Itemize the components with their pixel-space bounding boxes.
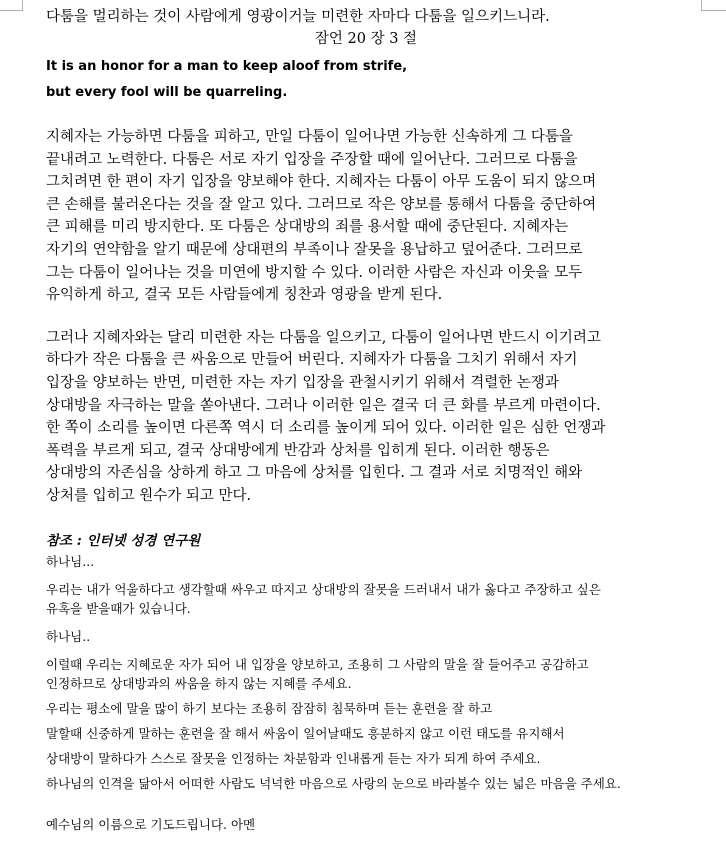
reference-note: 참조 : 인터넷 성경 연구원 bbox=[46, 532, 201, 549]
paragraph-line: 큰 손해를 불러온다는 것을 잘 알고 있다. 그러므로 작은 양보를 통해서 다툼을 중단하여 bbox=[46, 196, 597, 213]
prayer-line: 우리는 평소에 말을 많이 하기 보다는 조용히 잠잠히 침묵하며 듣는 훈련을 잘 하고 bbox=[46, 700, 493, 716]
page-corner-mark-left bbox=[0, 0, 23, 11]
prayer-line: 말할때 신중하게 말하는 훈련을 잘 해서 싸움이 일어날때도 흥분하지 않고 이런 태도를 유지해서 bbox=[46, 725, 565, 741]
document-body bbox=[46, 6, 686, 835]
verse-korean: 다툼을 멀리하는 것이 사람에게 영광이거늘 미련한 자마다 다툼을 일으키느니라. bbox=[46, 9, 550, 25]
prayer-line: 유혹을 받을때가 있습니다. bbox=[46, 600, 191, 616]
paragraph-line: 그치려면 한 편이 자기 입장을 양보해야 한다. 지혜자는 다툼이 아무 도움이 되지 않으며 bbox=[46, 174, 597, 191]
paragraph-line: 자기의 연약함을 알기 때문에 상대편의 부족이나 잘못을 용납하고 덮어준다. 그러므로 bbox=[46, 241, 583, 258]
verse-english-line: It is an honor for a man to keep aloof from strife, bbox=[46, 59, 408, 74]
page-corner-mark-right bbox=[701, 0, 726, 11]
paragraph-line: 끝내려고 노력한다. 다툼은 서로 자기 입장을 주장할 때에 일어난다. 그러므로 다툼을 bbox=[46, 151, 578, 168]
verse-reference: 잠언 20 장 3 절 bbox=[314, 31, 418, 47]
paragraph-line: 상대방을 자극하는 말을 쏟아낸다. 그러나 이러한 일은 결국 더 큰 화를 부르게 마련이다. bbox=[46, 397, 601, 414]
paragraph-line: 지혜자는 가능하면 다툼을 피하고, 만일 다툼이 일어나면 가능한 신속하게 그 다툼을 bbox=[46, 129, 573, 145]
paragraph-line: 그러나 지혜자와는 달리 미련한 자는 다툼을 일으키고, 다툼이 일어나면 반드시 이기려고 bbox=[46, 329, 601, 346]
prayer-line: 인정하므로 상대방과의 싸움을 하지 않는 지혜를 주세요. bbox=[46, 675, 352, 691]
closing-line: 예수님의 이름으로 기도드립니다. 아멘 bbox=[46, 816, 256, 832]
prayer-line: 하나님... bbox=[46, 553, 95, 569]
prayer-line: 상대방이 말하다가 스스로 잘못을 인정하는 차분함과 인내롭게 듣는 자가 되게 하여 주세요. bbox=[46, 750, 541, 766]
prayer-line: 하나님의 인격을 닮아서 어떠한 사람도 넉넉한 마음으로 사랑의 눈으로 바라볼수 있는 넓은 마음을 주세요. bbox=[46, 775, 621, 791]
paragraph-2 bbox=[46, 327, 686, 508]
paragraph-line: 상처를 입히고 원수가 되고 만다. bbox=[46, 487, 252, 504]
paragraph-line: 한 쪽이 소리를 높이면 다른쪽 역시 더 소리를 높이게 되어 있다. 이러한 일은 심한 언쟁과 bbox=[46, 420, 606, 437]
prayer-line: 이럴때 우리는 지혜로운 자가 되어 내 입장을 양보하고, 조용히 그 사람의 말을 잘 들어주고 공감하고 bbox=[46, 656, 589, 672]
prayer-line: 하나님.. bbox=[46, 628, 91, 644]
prayer-section bbox=[46, 552, 686, 793]
paragraph-line: 큰 피해를 미리 방지한다. 또 다툼은 상대방의 죄를 용서할 때에 중단된다. 지혜자는 bbox=[46, 219, 569, 236]
paragraph-line: 하다가 작은 다툼을 큰 싸움으로 만들어 버린다. 지혜자가 다툼을 그치기 위해서 자기 bbox=[46, 352, 578, 369]
paragraph-line: 입장을 양보하는 반면, 미련한 자는 자기 입장을 관철시키기 위해서 격렬한 논쟁과 bbox=[46, 374, 559, 391]
prayer-line: 우리는 내가 억울하다고 생각할때 싸우고 따지고 상대방의 잘못을 드러내서 내가 옳다고 주장하고 싶은 bbox=[46, 581, 601, 597]
paragraph-line: 그는 다툼이 일어나는 것을 미연에 방지할 수 있다. 이러한 사람은 자신과 이웃을 모두 bbox=[46, 264, 583, 281]
paragraph-line: 상대방의 자존심을 상하게 하고 그 마음에 상처를 입힌다. 그 결과 서로 치명적인 해와 bbox=[46, 465, 583, 482]
verse-english bbox=[46, 54, 686, 106]
verse-english-line: but every fool will be quarreling. bbox=[46, 85, 288, 100]
paragraph-line: 유익하게 하고, 결국 모든 사람들에게 칭찬과 영광을 받게 된다. bbox=[46, 287, 443, 304]
paragraph-line: 폭력을 부르게 되고, 결국 상대방에게 반감과 상처를 입히게 된다. 이러한 행동은 bbox=[46, 442, 550, 459]
paragraph-1 bbox=[46, 126, 686, 307]
